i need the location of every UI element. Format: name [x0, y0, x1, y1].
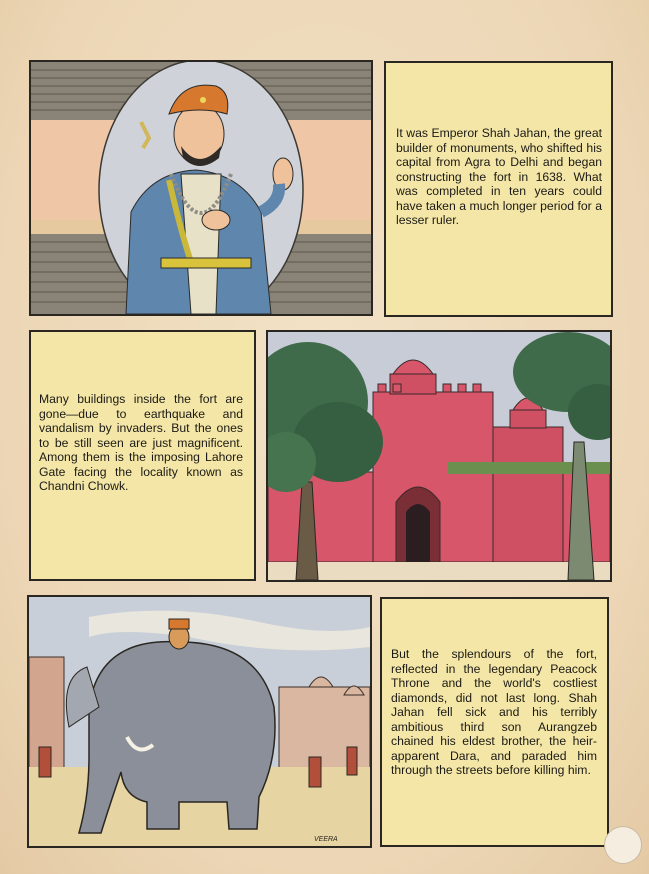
shah-jahan-illustration [31, 62, 371, 314]
lahore-gate-panel [266, 330, 612, 582]
publisher-logo [604, 826, 642, 864]
shah-jahan-portrait-panel [29, 60, 373, 316]
caption-text-2: Many buildings inside the fort are gone—due to earthquake and vandalism by invaders. But the ones to be still seen are just magnificent. Among them is the imposing Lahore Gate facing the locality known as Chandni Chowk. [39, 392, 243, 493]
caption-text-1: It was Emperor Shah Jahan, the great builder of monuments, who shifted his capital from Agra to Delhi and began constructing the fort in 1638. What was completed in ten years could have taken a much longer period for a lesser ruler. [396, 126, 602, 227]
elephant-street-panel [27, 595, 372, 848]
lahore-gate-illustration [268, 332, 610, 580]
artist-signature: VEERA [314, 836, 338, 843]
caption-box-3 [380, 597, 609, 847]
elephant-procession-illustration [29, 597, 370, 846]
caption-box-1 [384, 61, 613, 317]
caption-text-3: But the splendours of the fort, reflected in the legendary Peacock Throne and the world's costliest diamonds, did not last long. Shah Jahan fell sick and his terribly ambitious third son Aurangzeb chained his eldest brother, the heir-apparent Dara, and paraded him through the streets before killing him. [391, 647, 597, 777]
caption-box-2 [29, 330, 256, 581]
